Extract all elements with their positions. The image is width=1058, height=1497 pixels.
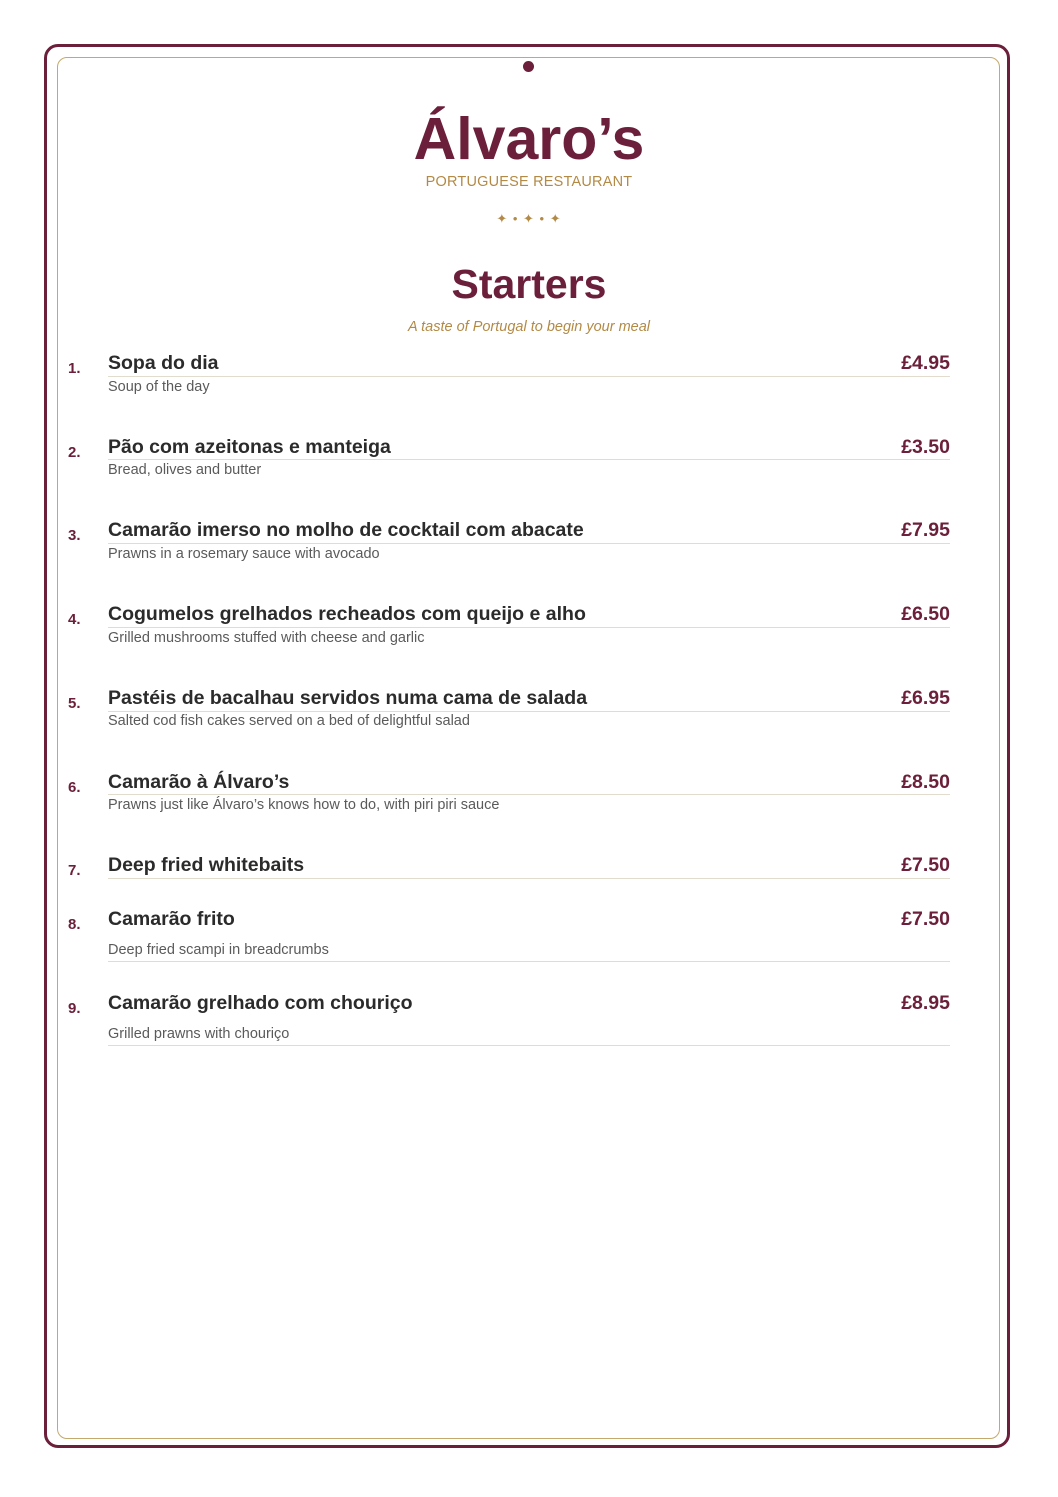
item-divider xyxy=(108,961,950,962)
restaurant-tagline: PORTUGUESE RESTAURANT xyxy=(425,174,633,190)
item-number: 8. xyxy=(68,916,81,933)
item-name: Camarão frito xyxy=(108,908,235,930)
item-number: 5. xyxy=(68,695,81,712)
item-price: £7.50 xyxy=(901,854,950,876)
item-description: Bread, olives and butter xyxy=(108,462,262,478)
ornament-divider: ✦ • ✦ • ✦ xyxy=(496,211,562,226)
item-divider xyxy=(108,376,950,377)
item-name: Camarão grelhado com chouriço xyxy=(108,992,413,1014)
item-divider xyxy=(108,459,950,460)
item-divider xyxy=(108,711,950,712)
item-number: 1. xyxy=(68,360,81,377)
item-number: 2. xyxy=(68,444,81,461)
item-name: Deep fried whitebaits xyxy=(108,854,305,876)
item-price: £8.50 xyxy=(901,771,950,793)
item-number: 6. xyxy=(68,779,81,796)
item-description: Salted cod fish cakes served on a bed of delightful salad xyxy=(108,713,470,729)
item-name: Sopa do dia xyxy=(108,352,219,374)
item-description: Prawns in a rosemary sauce with avocado xyxy=(108,546,380,562)
item-price: £7.95 xyxy=(901,519,950,541)
item-number: 9. xyxy=(68,1000,81,1017)
item-number: 4. xyxy=(68,611,81,628)
item-name: Pão com azeitonas e manteiga xyxy=(108,436,391,458)
item-description: Grilled mushrooms stuffed with cheese and garlic xyxy=(108,630,425,646)
decorative-dot xyxy=(523,61,534,72)
item-name: Camarão à Álvaro’s xyxy=(108,771,290,793)
item-description: Grilled prawns with chouriço xyxy=(108,1026,290,1042)
item-description: Soup of the day xyxy=(108,379,210,395)
item-divider xyxy=(108,627,950,628)
section-subtitle: A taste of Portugal to begin your meal xyxy=(407,319,651,335)
item-name: Cogumelos grelhados recheados com queijo e alho xyxy=(108,603,586,625)
item-number: 3. xyxy=(68,527,81,544)
item-price: £6.95 xyxy=(901,687,950,709)
item-name: Camarão imerso no molho de cocktail com abacate xyxy=(108,519,584,541)
item-price: £7.50 xyxy=(901,908,950,930)
item-description: Prawns just like Álvaro’s knows how to do, with piri piri sauce xyxy=(108,797,500,813)
item-price: £4.95 xyxy=(901,352,950,374)
item-name: Pastéis de bacalhau servidos numa cama de salada xyxy=(108,687,588,709)
item-divider xyxy=(108,878,950,879)
item-description: Deep fried scampi in breadcrumbs xyxy=(108,942,329,958)
item-divider xyxy=(108,1045,950,1046)
item-number: 7. xyxy=(68,862,81,879)
item-divider xyxy=(108,794,950,795)
item-divider xyxy=(108,543,950,544)
item-price: £8.95 xyxy=(901,992,950,1014)
item-price: £6.50 xyxy=(901,603,950,625)
item-price: £3.50 xyxy=(901,436,950,458)
section-title: Starters xyxy=(451,261,607,307)
restaurant-name: Álvaro’s xyxy=(413,106,645,172)
